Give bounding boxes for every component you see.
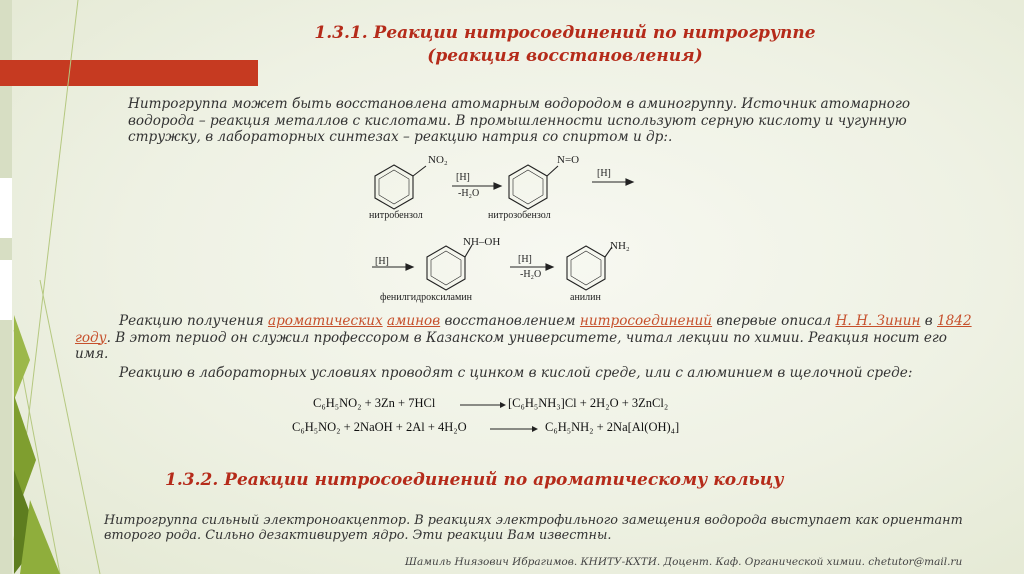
reaction-scheme bbox=[340, 152, 670, 300]
ring-reactions-paragraph: Нитрогруппа сильный электроноакцептор. В реакциях электрофильного замещения водорода выступает как ориентант второго рода. Сильно дезактивирует ядро. Эти реакции Вам известны. bbox=[104, 513, 963, 543]
history-text-5: в bbox=[920, 313, 937, 329]
benzene-ring bbox=[509, 165, 547, 209]
footer-author: Шамиль Ниязович Ибрагимов. КНИТУ-КХТИ. Доцент. Каф. Органической химии. chetutor@mail.ru bbox=[405, 556, 963, 568]
no2-group-label: NO₂ bbox=[428, 154, 448, 166]
intro-paragraph: Нитрогруппа может быть восстановлена атомарным водородом в аминогруппу. Источник атомарного водорода – реакция металлов с кислотами. В промышленности используют серную кислоту и чугунную стружку, в лабораторных синтезах – реакцию натрия со спиртом и др:. bbox=[128, 96, 911, 145]
benzene-ring bbox=[375, 165, 413, 209]
decorative-lines bbox=[0, 0, 110, 574]
link-1842[interactable]: 1842 году bbox=[75, 313, 972, 346]
nitrobenzene-caption: нитробензол bbox=[369, 210, 423, 221]
benzene-ring bbox=[427, 246, 465, 290]
section-title-2: 1.3.2. Реакции нитросоединений по ароматическому кольцу bbox=[165, 470, 784, 490]
link-amines[interactable]: аминов bbox=[386, 313, 441, 329]
phenylhydroxylamine-caption: фенилгидроксиламин bbox=[380, 292, 473, 303]
arrow4-reagent: [H] bbox=[518, 254, 532, 265]
nh2-group-label: NH₂ bbox=[610, 240, 630, 252]
history-text-1: Реакцию получения bbox=[119, 313, 268, 329]
section-title-1-line1: 1.3.1. Реакции нитросоединений по нитрогруппе bbox=[314, 23, 816, 43]
history-text-3: восстановлением bbox=[440, 313, 580, 329]
benzene-ring bbox=[567, 246, 605, 290]
link-aromatic[interactable]: ароматических bbox=[267, 313, 383, 329]
equation-1-arrow bbox=[460, 401, 506, 409]
equation-1-left: C₆H₅NO₂ + 3Zn + 7HCl bbox=[313, 396, 436, 410]
arrow2-reagent: [H] bbox=[597, 168, 611, 179]
arrow3-reagent: [H] bbox=[375, 256, 389, 267]
history-paragraph bbox=[75, 313, 980, 363]
nitrosobenzene-caption: нитрозобензол bbox=[488, 210, 551, 221]
nhoh-group-label: NH–OH bbox=[463, 236, 501, 248]
link-nitro-compounds[interactable]: нитросоединений bbox=[579, 313, 713, 329]
arrow4-water: -H₂O bbox=[520, 269, 542, 280]
history-text-6: . В этот период он служил профессором в Казанском университете, читал лекции по химии. Реакция носит его имя. bbox=[75, 329, 947, 362]
aniline-caption: анилин bbox=[570, 292, 601, 303]
section-title-1 bbox=[240, 22, 890, 68]
equation-2-arrow bbox=[490, 425, 538, 433]
lab-conditions-paragraph: Реакцию в лабораторных условиях проводят с цинком в кислой среде, или с алюминием в щелочной среде: bbox=[119, 365, 913, 381]
link-zinin[interactable]: Н. Н. Зинин bbox=[835, 313, 921, 329]
equation-2-left: C₆H₅NO₂ + 2NaOH + 2Al + 4H₂O bbox=[292, 420, 467, 434]
equation-2-right: C₆H₅NH₂ + 2Na[Al(OH)₄] bbox=[545, 420, 680, 434]
nitroso-group-label: N=O bbox=[557, 154, 580, 166]
arrow1-reagent: [H] bbox=[456, 172, 470, 183]
arrow1-water: -H₂O bbox=[458, 188, 480, 199]
section-title-1-line2: (реакция восстановления) bbox=[427, 46, 703, 66]
equation-1-right: [C₆H₅NH₃]Cl + 2H₂O + 3ZnCl₂ bbox=[508, 396, 669, 410]
history-text-4: впервые описал bbox=[712, 313, 836, 329]
